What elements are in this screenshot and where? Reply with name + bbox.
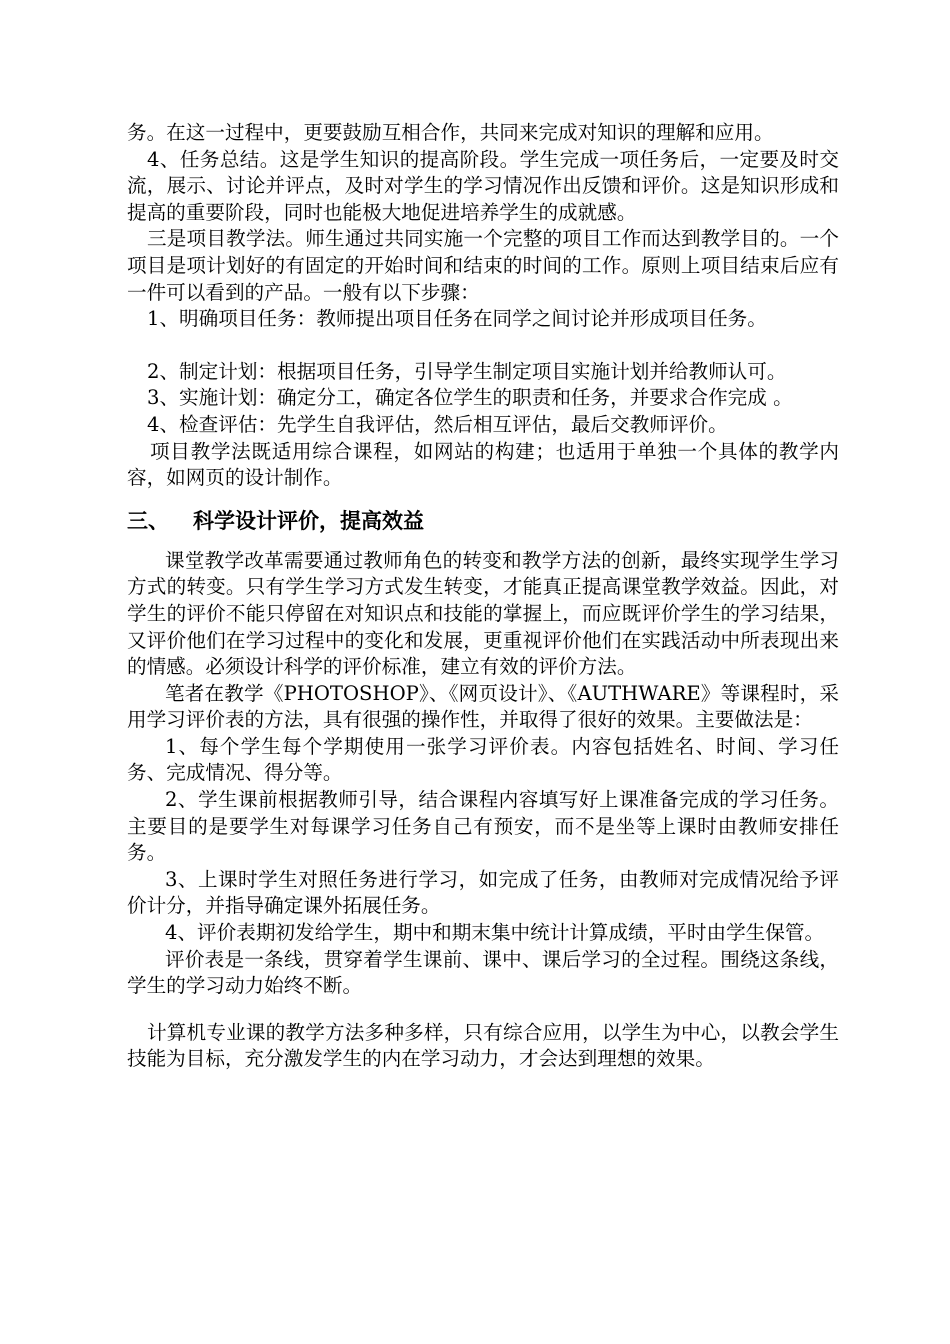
paragraph: 务。在这一过程中，更要鼓励互相合作，共同来完成对知识的理解和应用。 xyxy=(127,121,774,144)
paragraph: 课堂教学改革需要通过教师角色的转变和教学方法的创新，最终实现学生学习方式的转变。只有学生学习方式发生转变，才能真正提高课堂教学效益。因此，对学生的评价不能只停留在对知识点和技能的掌握上，而应既评价学生的学习结果，又评价他们在学习过程中的变化和发展，更重视评价他们在实践活动中所表现出来的情感。必须设计科学的评价标准，建立有效的评价方法。 xyxy=(127,548,839,679)
paragraph: 笔者在教学《PHOTOSHOP》、《网页设计》、《AUTHWARE》等课程时，采用学习评价表的方法，具有很强的操作性，并取得了很好的效果。主要做法是： xyxy=(127,681,839,732)
conclusion-paragraph: 计算机专业课的教学方法多种多样，只有综合应用，以学生为中心，以教会学生技能为目标，充分激发学生的内在学习动力，才会达到理想的效果。 xyxy=(127,1020,839,1071)
list-item: 4、评价表期初发给学生，期中和期末集中统计计算成绩，平时由学生保管。 xyxy=(165,921,825,945)
section-number: 三、 xyxy=(127,508,169,533)
blank-line xyxy=(127,333,839,359)
list-item: 3、上课时学生对照任务进行学习，如完成了任务，由教师对完成情况给予评价计分，并指导确定课外拓展任务。 xyxy=(127,867,839,918)
list-item: 3、实施计划：确定分工，确定各位学生的职责和任务，并要求合作完成 。 xyxy=(147,386,793,410)
section-title: 科学设计评价，提高效益 xyxy=(193,508,424,533)
paragraph: 项目教学法既适用综合课程，如网站的构建；也适用于单独一个具体的教学内容，如网页的设计制作。 xyxy=(127,439,839,490)
paragraph: 4、任务总结。这是学生知识的提高阶段。学生完成一项任务后，一定要及时交流，展示、讨论并评点，及时对学生的学习情况作出反馈和评价。这是知识形成和提高的重要阶段，同时也能极大地促进培养学生的成就感。 xyxy=(127,147,839,224)
list-item: 1、每个学生每个学期使用一张学习评价表。内容包括姓名、时间、学习任务、完成情况、得分等。 xyxy=(127,734,839,785)
list-item: 1、明确项目任务：教师提出项目任务在同学之间讨论并形成项目任务。 xyxy=(147,307,767,331)
paragraph: 三是项目教学法。师生通过共同实施一个完整的项目工作而达到教学目的。一个项目是项计划好的有固定的开始时间和结束的时间的工作。原则上项目结束后应有一件可以看到的产品。一般有以下步骤： xyxy=(127,227,839,304)
section-heading xyxy=(127,506,839,536)
list-item: 4、检查评估：先学生自我评估，然后相互评估，最后交教师评价。 xyxy=(147,412,728,436)
document-body xyxy=(127,120,839,1073)
blank-line xyxy=(127,1000,839,1020)
list-item: 2、制定计划：根据项目任务，引导学生制定项目实施计划并给教师认可。 xyxy=(147,359,787,383)
list-item: 2、学生课前根据教师引导，结合课程内容填写好上课准备完成的学习任务。主要目的是要学生对每课学习任务自己有预安，而不是坐等上课时由教师安排任务。 xyxy=(127,788,839,865)
paragraph: 评价表是一条线，贯穿着学生课前、课中、课后学习的全过程。围绕这条线，学生的学习动力始终不断。 xyxy=(127,947,839,998)
